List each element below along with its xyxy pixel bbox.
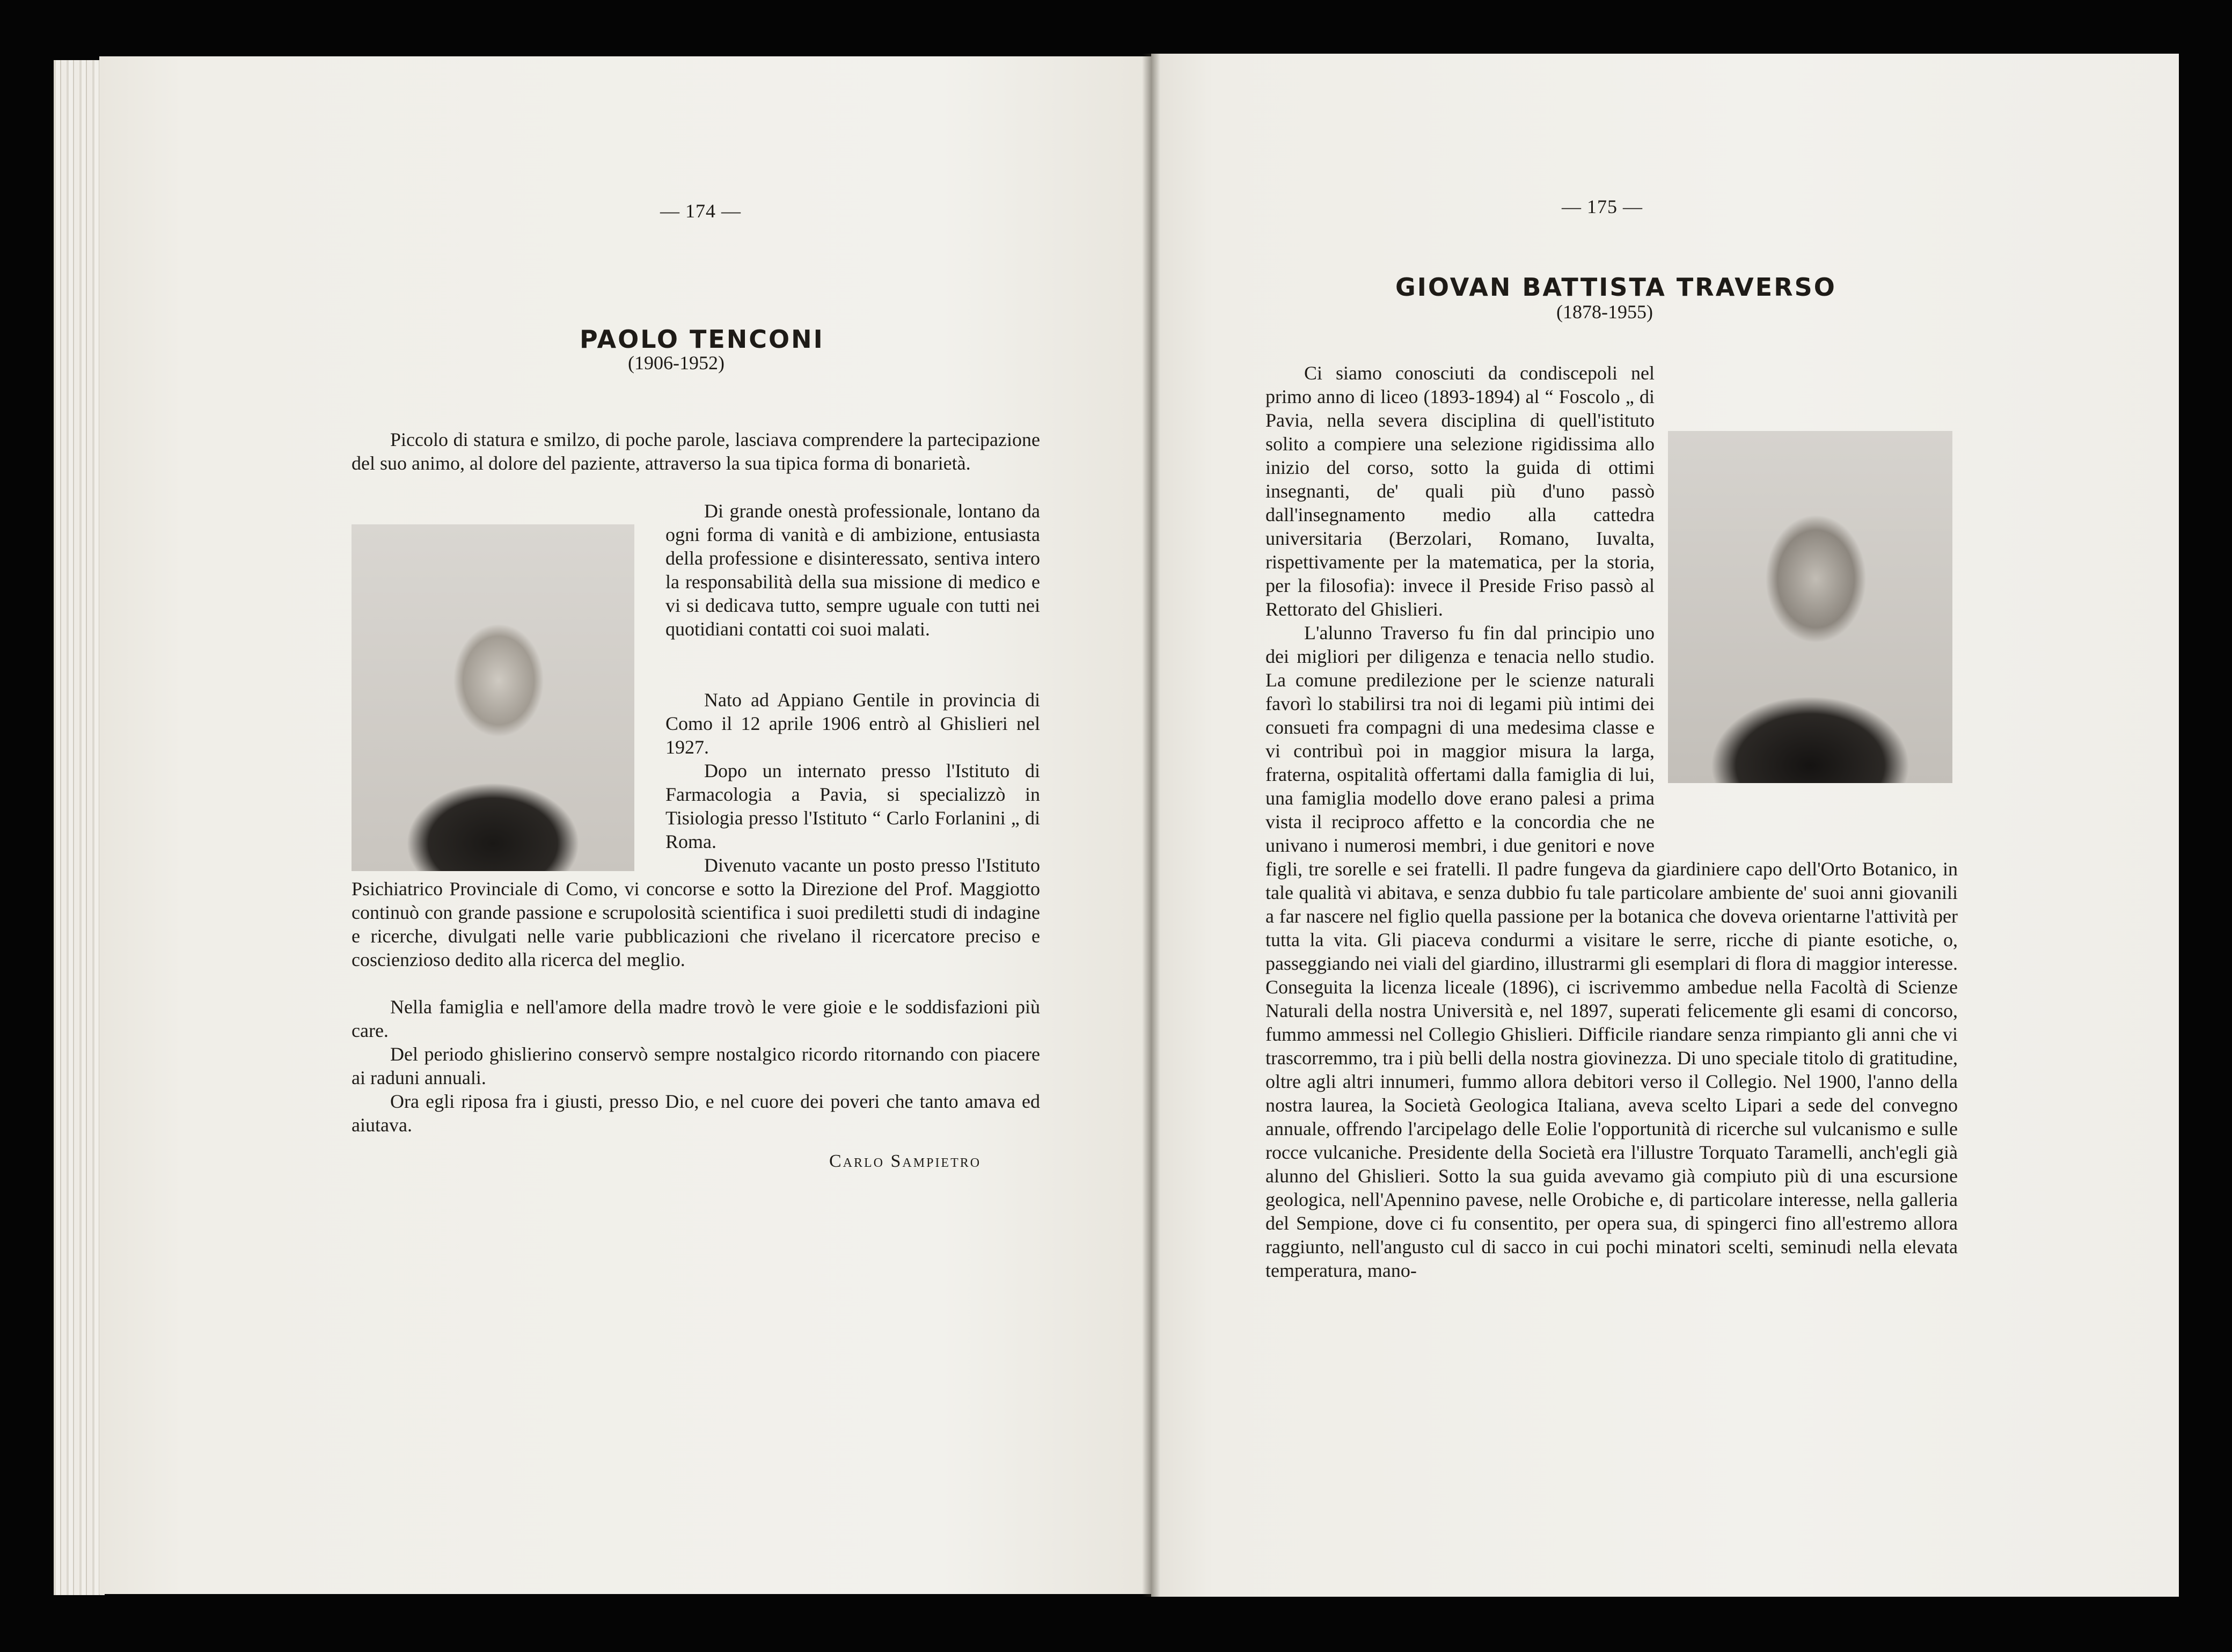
photo-float-spacer	[1671, 415, 1958, 839]
paragraph: Ci siamo conosciuti da condiscepoli nel primo anno di liceo (1893-1894) al “ Foscolo „ di Pavia, nella severa disciplina di quell'istituto solito a compiere una selezione rigidissima allo inizio del corso, sotto la guida di ottimi insegnanti, de' quali più d'uno passò dall'insegnamento medio alla cattedra universitaria (Berzolari, Romano, Iuvalta, rispettivamente per la matematica, per la storia, per la filosofia): invece il Preside Friso passò al Rettorato del Ghislieri.	[1265, 362, 1655, 620]
paragraph: L'alunno Traverso fu fin dal principio uno dei migliori per diligenza e tenacia nello studio. La comune predilezione per le scienze naturali favorì lo stabilirsi tra noi di legami più intimi dei consueti fra compagni di una medesima classe e vi contribuì poi in maggior misura la larga, fraterna, ospitalità offertami dalla famiglia di lui, una famiglia modello dove erano palesi a prima vista il reciproco affetto e la concordia che ne univano i numerosi membri, i due genitori e nove figli, tre sorelle e sei fratelli. Il padre fungeva da giardiniere capo dell'Orto Botanico, in tale qualità vi abitava, e senza dubbio fu tale particolare ambiente de' suoi anni giovanili a far nascere nel figlio quella passione per la botanica che doveva orientarne l'attività per tutta la vita. Gli piaceva condurmi a visitare le serre, ricche di piante esotiche, o, passeggiando nei viali del giardino, illustrarmi gli esemplari di flora di maggior interesse. Conseguita la licenza liceale (1896), ci iscrivemmo ambedue nella Facoltà di Scienze Naturali della nostra Università e, nel 1897, superati felicemente gli esami di concorso, fummo ammessi nel Collegio Ghislieri. Difficile riandare senza rimpianto gli anni che vi trascorremmo, tra i più belli della nostra giovinezza. Di uno speciale titolo di gratitudine, oltre agli altri innumeri, fummo allora debitori verso il Collegio. Nel 1900, l'anno della nostra laurea, la Società Geologica Italiana, aveva scelto Lipari a sede del convegno annuale, offrendo l'arcipelago delle Eolie l'opportunità di ricerche sul vulcanismo e sulle rocce vulcaniche. Presidente della Società era l'illustre Torquato Taramelli, anch'egli già alunno del Ghislieri. Sotto la sua guida avevamo già compiuto più di una escursione geologica, nell'Apennino pavese, nelle Orobiche e, di particolare interesse, nella galleria del Sempione, dove ci fu consentito, per opera sua, di spingerci fino all'estremo allora raggiunto, nell'angusto cul di sacco in cui pochi minatori scelti, seminudi nella elevata temperatura, mano-	[1265, 622, 1958, 1281]
paragraph: Di grande onestà professionale, lontano da ogni forma di vanità e di ambizione, entusiasta della professione e disinteressato, sentiva intero la responsabilità della sua missione di medico e vi si dedicava tutto, sempre uguale con tutti nei quotidiani contatti coi suoi malati.	[665, 500, 1040, 640]
paragraph: Ora egli riposa fra i giusti, presso Dio, e nel cuore dei poveri che tanto amava ed aiutava.	[352, 1091, 1040, 1136]
paragraph: Del periodo ghislierino conservò sempre nostalgico ricordo ritornando con piacere ai raduni annuali.	[352, 1043, 1040, 1088]
lifespan-dates-right: (1878-1955)	[1556, 301, 1653, 323]
paragraph: Piccolo di statura e smilzo, di poche parole, lasciava comprendere la partecipazione del suo animo, al dolore del paziente, attraverso la sua tipica forma di bonarietà.	[352, 429, 1040, 474]
paragraph: Dopo un internato presso l'Istituto di Farmacologia a Pavia, si specializzò in Tisiologia presso l'Istituto “ Carlo Forlanini „ di Roma.	[665, 760, 1040, 852]
page-edges	[54, 60, 105, 1595]
paragraph: Nella famiglia e nell'amore della madre trovò le vere gioie e le soddisfazioni più care.	[352, 996, 1040, 1041]
portrait-photo-tenconi	[352, 524, 634, 871]
article-title-left: PAOLO TENCONI	[580, 325, 824, 354]
body-text-right	[1265, 361, 1958, 1282]
page-number-right: — 175 —	[1562, 196, 1643, 217]
article-title-right: GIOVAN BATTISTA TRAVERSO	[1395, 273, 1836, 302]
paragraph: Divenuto vacante un posto presso l'Istituto Psichiatrico Provinciale di Como, vi concorse e sotto la Direzione del Prof. Maggiotto continuò con grande passione e scrupolosità scientifica i suoi prediletti studi di indagine e ricerche, divulgati nelle varie pubblicazioni che rivelano il ricercatore preciso e coscienzioso dedito alla ricerca del meglio.	[352, 854, 1040, 970]
book-gutter	[1142, 54, 1160, 1597]
lifespan-dates-left: (1906-1952)	[628, 352, 725, 374]
page-number-left: — 174 —	[660, 200, 741, 222]
paragraph: Nato ad Appiano Gentile in provincia di Como il 12 aprile 1906 entrò al Ghislieri nel 1927.	[665, 689, 1040, 758]
author-signature: Carlo Sampietro	[829, 1151, 982, 1171]
